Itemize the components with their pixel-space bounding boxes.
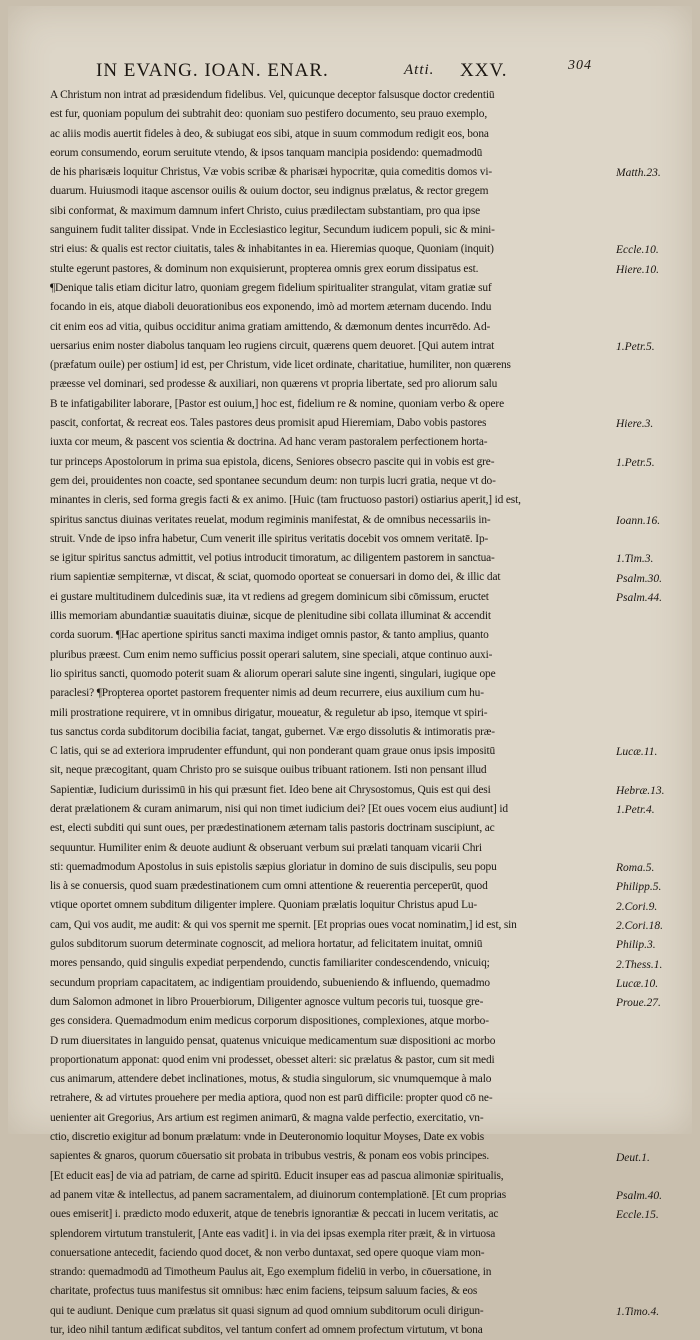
text-line: de his pharisæis loquitur Christus, Væ vobis scribæ & pharisæi hypocritæ, quia comeditis domos vi- <box>50 166 492 179</box>
text-line: retrahere, & ad virtutes prouehere per media aptiora, quod non est parū difficile: propter quod cō ne- <box>50 1092 493 1105</box>
margin-note: 2.Thess.1. <box>616 958 663 971</box>
text-line: illis memoriam abundantiæ suauitatis diuinæ, sicque de plenitudine sibi collata illuminat & accendit <box>50 610 491 623</box>
text-line: ei gustare multitudinem dulcedinis suæ, ita vt rediens ad gregem dominicum sibi cōmissum, eructet <box>50 590 489 603</box>
text-line: secundum propriam capacitatem, ac indigentiam prouidendo, subueniendo & influendo, quemadmo <box>50 976 490 989</box>
text-line: tur princeps Apostolorum in prima sua epistola, dicens, Seniores obsecro pascite qui in vobis est gre- <box>50 455 495 468</box>
text-line: gulos subditorum suorum determinate cognoscit, ad meliora hortatur, ad felicitatem inuitat, omniū <box>50 938 483 951</box>
margin-note: 1.Petr.5. <box>616 340 655 353</box>
text-line: tur, ideo nihil tantum ædificat subditos, vel tantum confert ad omnem profectum virtutum, vt bona <box>50 1324 483 1336</box>
text-line: eorum consumendo, eorum seruitute vtendo, & ipsos tanquam mancipia posidendo: quemadmodū <box>50 146 483 159</box>
text-line: cit enim eos ad vitia, quibus occiditur anima gratiam amittendo, & dæmonum dentes incurrēdo. Ad- <box>50 320 491 333</box>
margin-note: Psalm.44. <box>616 591 662 604</box>
text-line: ¶Denique talis etiam dicitur latro, quoniam gregem fidelium spiritualiter strangulat, vitam gratiæ suf <box>50 281 492 294</box>
text-line: mili prostratione requirere, vt in omnibus dirigatur, moueatur, & reguletur ab ipso, itemque vt spiri- <box>50 706 488 719</box>
text-line: sti: quemadmodum Apostolus in suis epistolis sæpius gloriatur in domino de suis discipulis, seu popu <box>50 860 497 873</box>
text-line: præesse vel dominari, sed prodesse & auxiliari, non quærens vt propria libertate, sed pro aliorum salu <box>50 378 498 391</box>
text-line: charitate, profectus tuus manifestus sit omnibus: hæc enim faciens, teipsum saluum facies, & eos <box>50 1285 478 1298</box>
text-line: iuxta cor meum, & pascent vos scientia & doctrina. Ad hanc veram pastoralem perfectionem horta- <box>50 436 488 449</box>
header-title: IN EVANG. IOAN. ENAR. <box>96 60 329 81</box>
margin-note: Proue.27. <box>616 997 661 1010</box>
folio-number: 304 <box>568 58 592 73</box>
text-line: pascit, confortat, & recreat eos. Tales pastores deus promisit apud Hieremiam, Dabo vobis pastores <box>50 417 487 430</box>
margin-note: Hebræ.13. <box>616 784 665 797</box>
margin-note: Eccle.15. <box>616 1209 659 1222</box>
text-line: qui te audiunt. Denique cum prælatus sit quasi signum ad quod omnium subditorum oculi dirigun- <box>50 1304 484 1317</box>
margin-note: Psalm.30. <box>616 572 662 585</box>
header-atti: Atti. <box>404 62 435 78</box>
text-line: uersarius enim noster diabolus tanquam leo rugiens circuit, quærens quem deuoret. [Qui autem intrat <box>50 339 495 352</box>
text-line: B te infatigabiliter laborare, [Pastor est ouium,] hoc est, fidelium re & nomine, quoniam verbo & opere <box>50 397 504 410</box>
text-line: ges considera. Quemadmodum enim medicus corporum dispositiones, complexiones, atque morbo- <box>50 1015 489 1028</box>
text-line: strando: quemadmodū ad Timotheum Paulus ait, Ego exemplum fideliū in verbo, in cōuersatione, in <box>50 1266 492 1279</box>
text-line: lis à se conuersis, quod suam prædestinationem cum omni attentione & reuerentia perceperūt, quod <box>50 880 488 893</box>
text-line: derat prælationem & curam animarum, nisi qui non timet iudicium dei? [Et oues vocem eius audiunt] id <box>50 802 508 815</box>
text-line: lio spiritus sancti, quomodo poterit suam & aliorum operari salute sine ingenti, singulari, iugique ope <box>50 667 496 680</box>
text-line: cam, Qui vos audit, me audit: & qui vos spernit me spernit. [Et proprias oues vocat nominatim,] id est, sin <box>50 918 517 931</box>
margin-note: Ioann.16. <box>616 514 661 527</box>
text-line: rium sapientiæ sempiternæ, vt discat, & sciat, quomodo oporteat se conuersari in domo dei, & illic dat <box>50 571 501 584</box>
margin-note: 2.Cori.18. <box>616 919 663 932</box>
text-line: mores pensando, quid singulis expediat perpendendo, cunctis familiariter condescendendo, vnicuiq; <box>50 957 490 970</box>
margin-note: Hiere.10. <box>616 263 660 276</box>
text-line: focando in eis, atque diaboli deuorationibus eos exponendo, imò ad mortem æternam ducendo. Indu <box>50 301 492 314</box>
text-line: duarum. Huiusmodi itaque ascensor ouilis & ouium doctor, seu indignus prælatus, & rector gregem <box>50 185 489 198</box>
text-line: dum Salomon admonet in libro Prouerbiorum, Diligenter agnosce vultum pecoris tui, tuosque gre- <box>50 995 484 1008</box>
text-line: ac aliis modis auertit fideles à deo, & subiugat eos sibi, atque in suum commodum redigit eos, bona <box>50 127 489 140</box>
text-line: stulte egerunt pastores, & dominum non exquisierunt, propterea omnis grex eorum dissipatus est. <box>50 262 479 275</box>
text-line: est fur, quoniam populum dei subtrahit deo: quoniam suo pestifero documento, seu prauo exemplo, <box>50 108 488 121</box>
book-page <box>8 6 692 1336</box>
margin-note: Matth.23. <box>616 167 661 180</box>
text-line: pluribus præest. Cum enim nemo sufficius possit operari salutem, sine speciali, atque continuo auxi- <box>50 648 493 661</box>
margin-note: 2.Cori.9. <box>616 900 658 913</box>
margin-note: Hiere.3. <box>616 418 654 431</box>
margin-note: Philip.3. <box>616 939 656 952</box>
text-line: proportionatum apponat: quod enim vni prodesset, obesset alteri: sic prælatus & pastor, cum sit medi <box>50 1053 495 1066</box>
margin-note: Philipp.5. <box>616 881 662 894</box>
text-line: (præfatum ouile) per ostium] id est, per Christum, vide licet ordinate, charitatiue, humiliter, non quærens <box>50 359 511 372</box>
margin-note: Psalm.40. <box>616 1190 662 1203</box>
margin-note: 1.Tim.3. <box>616 553 654 566</box>
text-line: splendorem virtutum transtulerit, [Ante eas vadit] i. in via dei ipsas exempla riter præit, & in virtuosa <box>50 1227 496 1240</box>
text-line: C latis, qui se ad exteriora imprudenter effundunt, qui non ponderant quam graue onus ipsis impositū <box>50 745 496 758</box>
text-line: sanguinem fudit taliter dissipat. Vnde in Ecclesiastico legitur, Secundum iudicem populi, sic & mini- <box>50 224 495 237</box>
text-line: sit, neque præcogitant, quam Christo pro se suisque ouibus tribuant rationem. Isti non pensant illud <box>50 764 487 777</box>
text-line: sibi conformat, & maximum damnum infert Christo, cuius prædilectam substantiam, pro qua ipse <box>50 204 481 217</box>
text-line: [Et educit eas] de via ad patriam, de carne ad spiritū. Educit insuper eas ad pascua alimoniæ spiritualis, <box>50 1169 504 1182</box>
running-header <box>96 60 616 86</box>
text-line: D rum diuersitates in languido pensat, quatenus vnicuique medicamentum suæ dispositioni ac morbo <box>50 1034 496 1047</box>
text-line: spiritus sanctus diuinas veritates reuelat, modum regiminis manifestat, & de omnibus necessariis in- <box>50 513 491 526</box>
text-body <box>50 86 570 1340</box>
text-line: minantes in cleris, sed forma gregis facti & ex animo. [Huic (tam fructuoso pastori) ostiarius aperit,] id est, <box>50 494 521 507</box>
text-line: sapientes & gnaros, quorum cōuersatio sit probata in tribubus vestris, & ponam eos vobis principes. <box>50 1150 490 1163</box>
margin-note: Eccle.10. <box>616 244 659 257</box>
margin-note: Deut.1. <box>616 1151 650 1164</box>
text-line: struit. Vnde de ipso infra habetur, Cum venerit ille spiritus veritatis docebit vos omnem veritatē. Ip- <box>50 532 489 545</box>
margin-note: Lucæ.11. <box>616 746 658 759</box>
text-line: tus sanctus corda subditorum docibilia faciat, tangat, gubernet. Væ ergo dissolutis & intimoratis præ- <box>50 725 495 738</box>
margin-note: 1.Petr.4. <box>616 804 655 817</box>
text-line: se igitur spiritus sanctus admittit, vel potius introducit timoratum, ac diligentem pastorem in sanctua- <box>50 552 495 565</box>
text-line: paraclesi? ¶Propterea oportet pastorem frequenter nimis ad deum recurrere, eius auxilium cum hu- <box>50 687 484 700</box>
text-line: corda suorum. ¶Hac apertione spiritus sancti maxima indiget omnis pastor, & tanto amplius, quanto <box>50 629 489 642</box>
margin-note: Lucæ.10. <box>616 977 659 990</box>
margin-note: 1.Petr.5. <box>616 456 655 469</box>
text-line: stri eius: & qualis est rector ciuitatis, tales & inhabitantes in ea. Hieremias quoque, Quoniam (inquit) <box>50 243 494 256</box>
text-line: conuersatione antecedit, faciendo quod docet, & non verbo duntaxat, sed opere quoque viam mon- <box>50 1246 485 1259</box>
header-volume: XXV. <box>460 60 508 81</box>
text-line: ctio, discretio exigitur ad bonum prælatum: vnde in Deuteronomio loquitur Moyses, Date ex vobis <box>50 1131 485 1144</box>
text-line: est, electi subditi qui sunt oues, per prædestinationem æternam talis pastoris doctrinam suscipiunt, ac <box>50 822 495 835</box>
text-line: Sapientiæ, Iudicium durissimū in his qui præsunt fiet. Ideo bene ait Chrysostomus, Quis est qui desi <box>50 783 491 796</box>
margin-note: 1.Timo.4. <box>616 1305 660 1318</box>
margin-note: Roma.5. <box>616 862 655 874</box>
text-line: sequuntur. Humiliter enim & deuote audiunt & obseruant verbum sui prælati tanquam vicarii Chri <box>50 841 482 854</box>
text-line: gem dei, prouidentes non coacte, sed spontanee secundum deum: non turpis lucri gratia, neque vt do- <box>50 474 496 487</box>
text-line: vtique oportet omnem subditum diligenter implere. Quoniam prælatis loquitur Christus apud Lu- <box>50 899 478 912</box>
text-line: cus animarum, attendere debet inclinationes, motus, & studia singulorum, sic vnumquemque à malo <box>50 1073 492 1086</box>
text-line: ad panem vitæ & intellectus, ad panem sacramentalem, ad diuinorum contemplationē. [Et cum proprias <box>50 1188 506 1201</box>
text-line: uenienter ait Gregorius, Ars artium est regimen animarū, & magna valde perfectio, exercitatio, vn- <box>50 1111 484 1124</box>
text-line: oues emiserit] i. prædicto modo eduxerit, atque de tenebris ignorantiæ & peccati in lucem veritatis, ac <box>50 1208 499 1221</box>
text-line: A Christum non intrat ad præsidendum fidelibus. Vel, quicunque deceptor falsusque doctor credentiū <box>50 89 495 101</box>
